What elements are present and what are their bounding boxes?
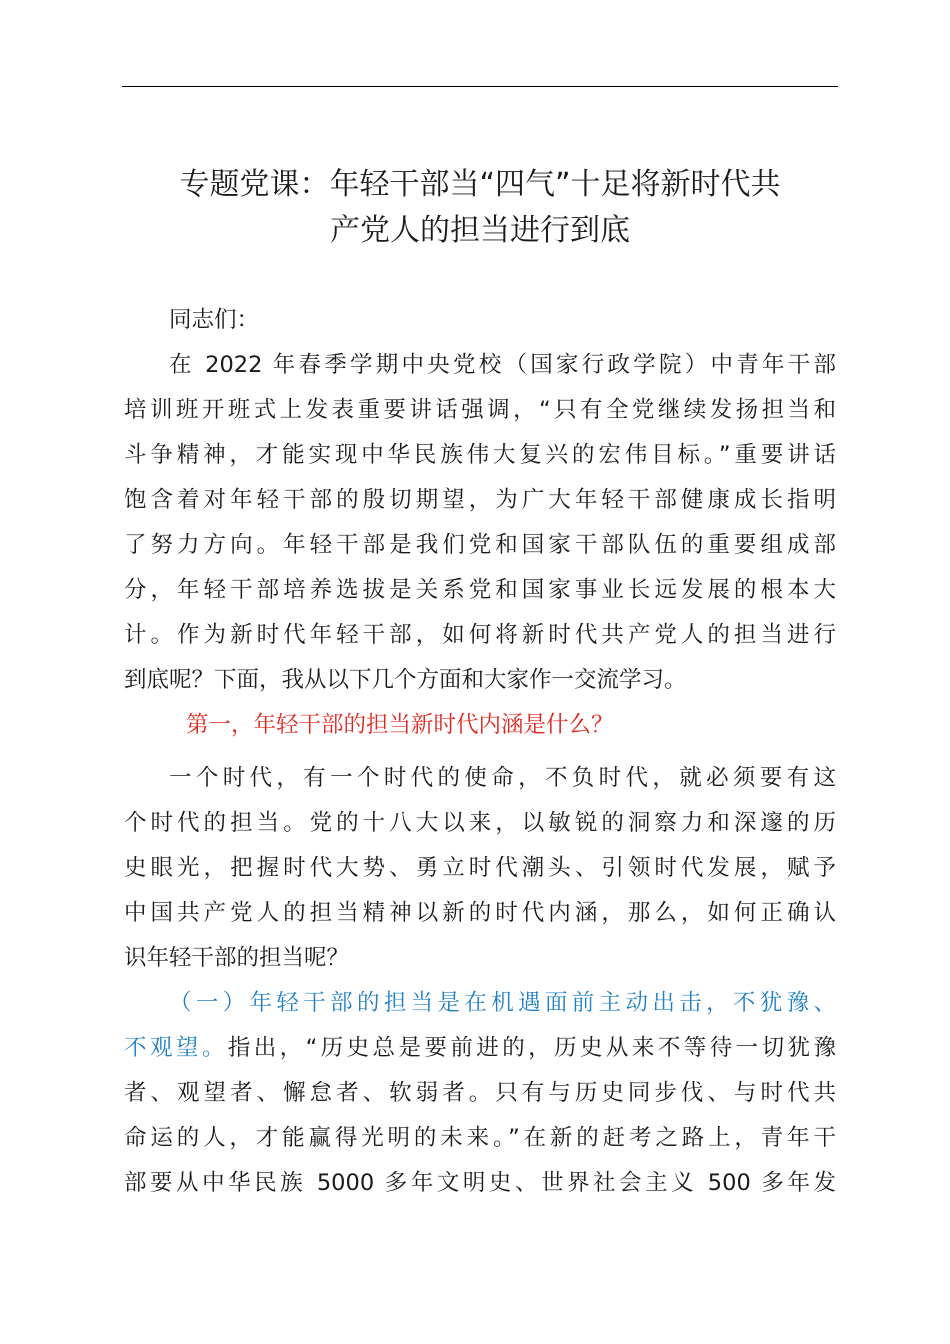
paragraph-line-mixed xyxy=(124,1026,836,1071)
paragraph-section-one xyxy=(124,756,836,981)
spacer xyxy=(124,748,836,756)
paragraph-line: 命运的人，才能赢得光明的未来。”在新的赶考之路上，青年干 xyxy=(124,1125,836,1151)
paragraph-intro xyxy=(124,343,836,703)
paragraph-line: 者、观望者、懈怠者、软弱者。只有与历史同步伐、与时代共 xyxy=(124,1080,836,1106)
paragraph-line: 在 2022 年春季学期中央党校（国家行政学院）中青年干部 xyxy=(169,352,836,378)
paragraph-line: 部要从中华民族 5000 多年文明史、世界社会主义 500 多年发 xyxy=(124,1170,836,1196)
paragraph-line: 培训班开班式上发表重要讲话强调，“只有全党继续发扬担当和 xyxy=(124,397,836,423)
section-heading: 第一，年轻干部的担当新时代内涵是什么？ xyxy=(186,712,614,738)
salutation: 同志们： xyxy=(169,307,260,333)
header-rule xyxy=(122,86,838,87)
title-line-1: 专题党课：年轻干部当“四气”十足将新时代共 xyxy=(179,167,781,202)
paragraph-line: 斗争精神，才能实现中华民族伟大复兴的宏伟目标。”重要讲话 xyxy=(124,442,836,468)
paragraph-line: 到底呢？下面，我从以下几个方面和大家作一交流学习。 xyxy=(124,667,687,693)
paragraph-subsection-one xyxy=(124,981,836,1206)
title-line-2: 产党人的担当进行到底 xyxy=(330,213,630,248)
document-title xyxy=(118,162,842,254)
paragraph-line: 饱含着对年轻干部的殷切期望，为广大年轻干部健康成长指明 xyxy=(124,487,836,513)
paragraph-line: 一个时代，有一个时代的使命，不负时代，就必须要有这 xyxy=(169,765,836,791)
paragraph-line-text: 指出，“历史总是要前进的，历史从来不等待一切犹豫 xyxy=(227,1035,836,1061)
paragraph-line: 个时代的担当。党的十八大以来，以敏锐的洞察力和深邃的历 xyxy=(124,810,836,836)
paragraph-line: 中国共产党人的担当精神以新的时代内涵，那么，如何正确认 xyxy=(124,900,836,926)
document-body xyxy=(124,298,836,1206)
subheading-line: （一）年轻干部的担当是在机遇面前主动出击，不犹豫、 xyxy=(169,990,836,1016)
subheading-tail: 不观望。 xyxy=(124,1035,228,1061)
paragraph-line: 分，年轻干部培养选拔是关系党和国家事业长远发展的根本大 xyxy=(124,577,836,603)
paragraph-line: 了努力方向。年轻干部是我们党和国家干部队伍的重要组成部 xyxy=(124,532,836,558)
paragraph-line: 史眼光，把握时代大势、勇立时代潮头、引领时代发展，赋予 xyxy=(124,855,836,881)
paragraph-line: 计。作为新时代年轻干部，如何将新时代共产党人的担当进行 xyxy=(124,622,836,648)
paragraph-line: 识年轻干部的担当呢？ xyxy=(124,945,350,971)
